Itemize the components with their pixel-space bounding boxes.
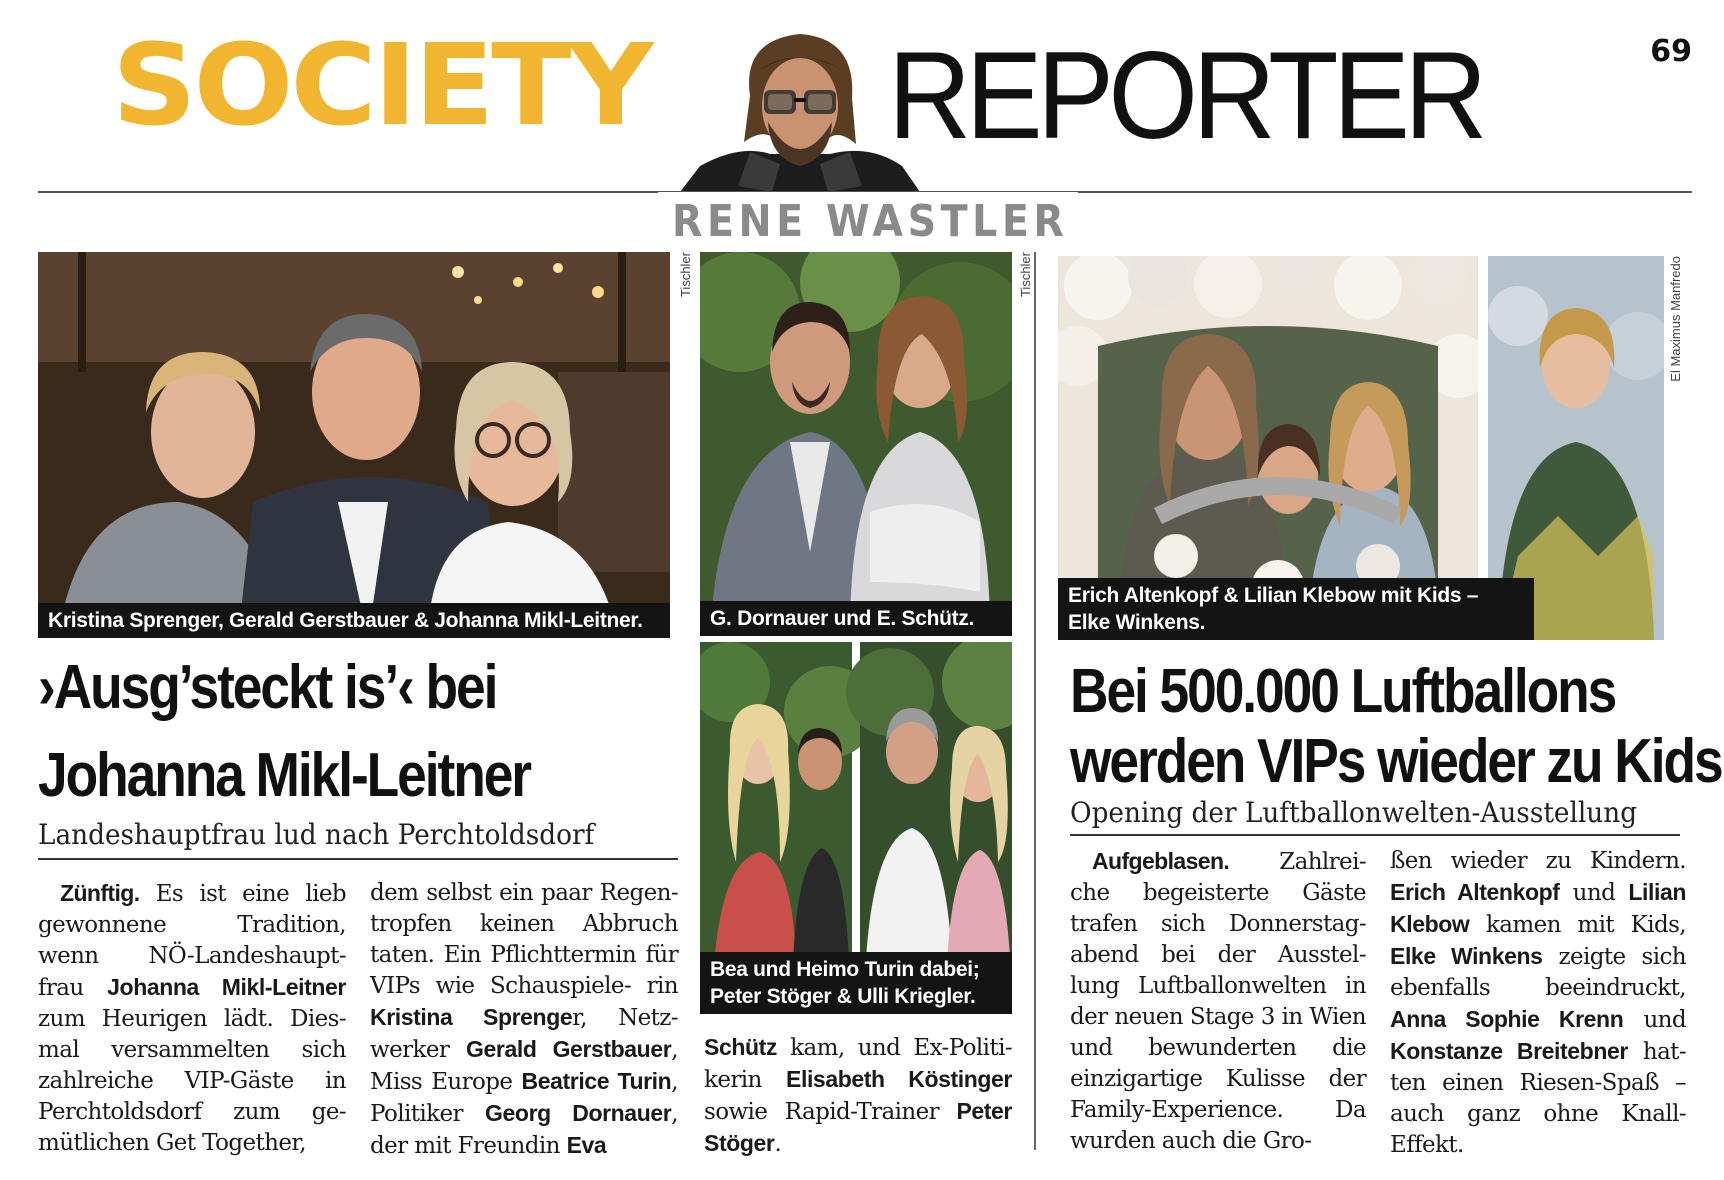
body-text: dem selbst ein paar Regen- tropfen keinen Abbruch taten. Ein Pflichttermin für VIPs wie Schauspiele- rin bbox=[370, 880, 678, 999]
caption-line-2: Peter Stöger & Ulli Kriegler. bbox=[710, 985, 976, 1008]
body-text: . bbox=[774, 1131, 782, 1157]
photo-credit: El Maximus Manfredo bbox=[1668, 256, 1683, 382]
photo-caption: Kristina Sprenger, Gerald Gerstbauer & Johanna Mikl-Leitner. bbox=[38, 603, 670, 638]
headline-line-2: werden VIPs wieder zu Kids bbox=[1070, 727, 1722, 796]
lead-word: Aufgeblasen. bbox=[1092, 848, 1230, 874]
body-text: und bbox=[1559, 880, 1629, 906]
body-text: , der mit Freundin bbox=[370, 1101, 679, 1159]
middle-column-text bbox=[704, 1032, 1012, 1160]
headline-line-1: ›Ausg’steckt is’‹ bei bbox=[38, 653, 497, 722]
headline-line-2: Johanna Mikl-Leitner bbox=[38, 741, 531, 810]
column-title: REPORTER bbox=[888, 27, 1483, 165]
headline-line-1: Bei 500.000 Luftballons bbox=[1070, 657, 1616, 726]
person-name: Schütz bbox=[704, 1034, 777, 1060]
body-text: sowie Rapid-Trainer bbox=[704, 1099, 957, 1125]
left-story-column-1 bbox=[38, 878, 346, 1159]
subheadline: Landeshauptfrau lud nach Perchtoldsdorf bbox=[38, 818, 595, 851]
photo-altenkopf-klebow-winkens bbox=[1058, 256, 1664, 640]
body-text: zum Heurigen lädt. Dies- mal versammelten sich zahlreiche VIP-Gäste in Perchtoldsdorf zum ge- mütlichen Get Together, bbox=[38, 1006, 346, 1156]
body-text: Es ist eine lieb gewonnene Tradition, wenn NÖ-Landeshaupt- frau bbox=[38, 881, 346, 1001]
subheadline: Opening der Luftballonwelten-Ausstellung bbox=[1070, 796, 1638, 829]
body-text: r, Netz- werker bbox=[370, 1005, 678, 1063]
person-name: Konstanze Breitebner bbox=[1390, 1038, 1628, 1064]
person-name: Georg Dornauer bbox=[485, 1100, 672, 1126]
body-text: , Politiker bbox=[370, 1069, 678, 1127]
photo-credit: Tischler bbox=[1018, 252, 1033, 298]
photo-turin-stoeger-kriegler bbox=[700, 642, 1012, 1014]
page-number: 69 bbox=[1650, 34, 1692, 69]
body-text: hat- ten einen Riesen-Spaß – auch ganz ohne Knall- Effekt. bbox=[1390, 1039, 1686, 1158]
subhead-rule bbox=[1070, 834, 1680, 836]
photo-caption: G. Dornauer und E. Schütz. bbox=[700, 601, 1012, 636]
caption-line-1: Bea und Heimo Turin dabei; bbox=[710, 958, 980, 981]
photo-caption bbox=[700, 952, 1012, 1014]
photo-dornauer-schuetz bbox=[700, 252, 1012, 636]
body-text: Zahlrei- che begeisterte Gäste trafen sich Donnerstag- abend bei der Ausstel- lung Luftballonwelten in der neuen Stage 3 in Wien und bewunderten die einzigartige Kulisse der Family-Experience. Da wurden auch die Gro- bbox=[1070, 849, 1366, 1154]
body-text: und bbox=[1623, 1007, 1686, 1033]
person-name: Lilian Klebow bbox=[1390, 879, 1686, 937]
section-title: SOCIETY bbox=[112, 21, 651, 151]
person-name: Johanna Mikl-Leitner bbox=[107, 974, 346, 1000]
body-text: zeigte sich ebenfalls beeindruckt, bbox=[1390, 944, 1686, 1001]
lead-word: Zünftig. bbox=[60, 880, 140, 906]
person-name: Elisabeth Köstinger bbox=[786, 1066, 1012, 1092]
person-name: Gerald Gerstbauer bbox=[466, 1036, 672, 1062]
person-name: Eva bbox=[566, 1132, 607, 1158]
body-text: kam, und Ex-Politi- kerin bbox=[704, 1035, 1012, 1093]
person-name: Kristina Sprenge bbox=[370, 1004, 573, 1030]
person-name: Anna Sophie Krenn bbox=[1390, 1006, 1624, 1032]
person-name: Peter Stöger bbox=[704, 1098, 1012, 1156]
right-story-column-1 bbox=[1070, 846, 1366, 1157]
photo-caption: Erich Altenkopf & Lilian Klebow mit Kids – Elke Winkens. bbox=[1058, 578, 1534, 640]
person-name: Beatrice Turin bbox=[521, 1068, 672, 1094]
left-story-column-2 bbox=[370, 878, 678, 1162]
subhead-rule bbox=[38, 858, 678, 860]
body-text: kamen mit Kids, bbox=[1469, 912, 1686, 938]
photo-credit: Tischler bbox=[678, 252, 693, 298]
column-divider bbox=[1034, 252, 1036, 1150]
photo-sprenger-gerstbauer-mikl-leitner bbox=[38, 252, 670, 638]
person-name: Erich Altenkopf bbox=[1390, 879, 1560, 905]
body-text: , Miss Europe bbox=[370, 1037, 678, 1095]
author-byline: RENE WASTLER bbox=[672, 196, 1069, 247]
body-text: ßen wieder zu Kindern. bbox=[1390, 848, 1686, 874]
right-story-column-2 bbox=[1390, 846, 1686, 1161]
person-name: Elke Winkens bbox=[1390, 943, 1543, 969]
author-portrait bbox=[680, 26, 920, 192]
